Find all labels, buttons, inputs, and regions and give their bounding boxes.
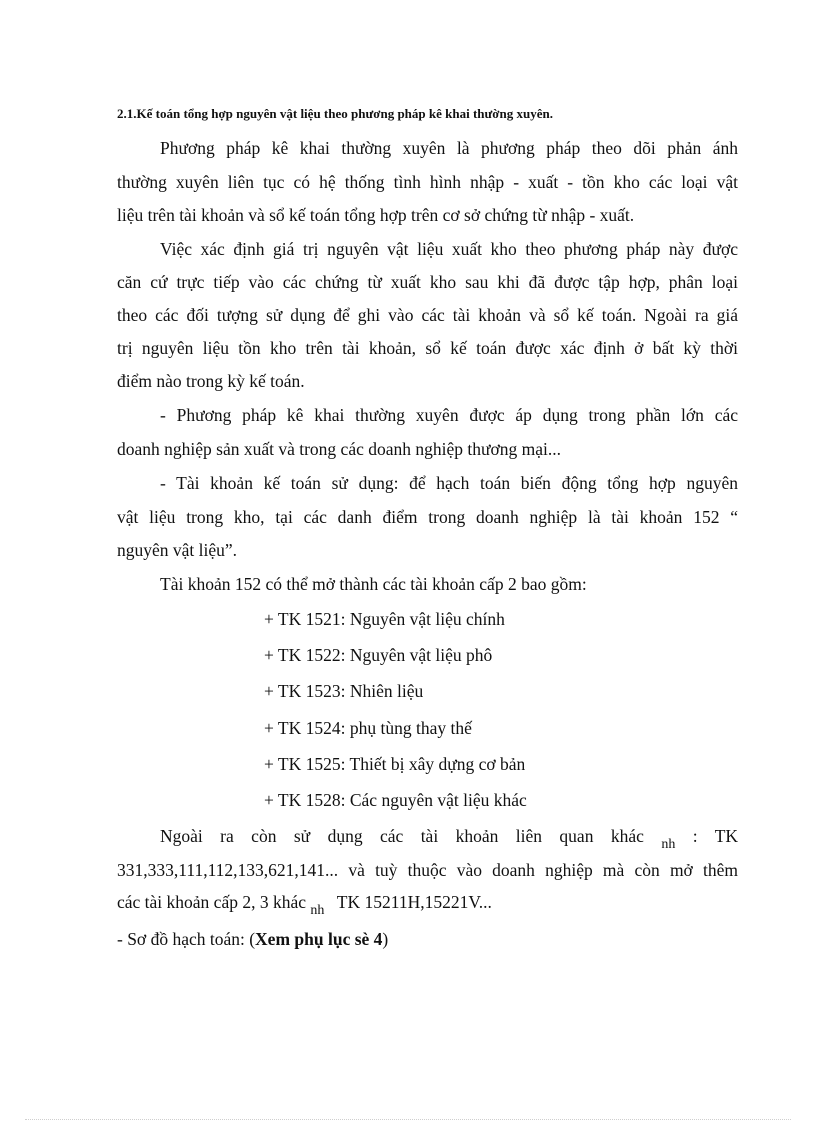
account-list-item: + TK 1523: Nhiên liệu bbox=[264, 681, 424, 701]
diagram-reference bbox=[117, 929, 388, 950]
accounts-intro: Tài khoản 152 có thể mở thành các tài khoản cấp 2 bao gồm: bbox=[160, 574, 587, 594]
paragraph-line: doanh nghiệp sản xuất và trong các doanh nghiệp thương mại... bbox=[117, 439, 561, 459]
section-heading: 2.1.Kế toán tổng hợp nguyên vật liệu theo phương pháp kê khai thường xuyên. bbox=[117, 106, 553, 121]
paragraph-line: - Phương pháp kê khai thường xuyên được áp dụng trong phần lớn các bbox=[160, 405, 738, 425]
paragraph-line: vật liệu trong kho, tại các danh điểm trong doanh nghiệp là tài khoản 152 “ bbox=[117, 507, 738, 527]
account-list-item: + TK 1528: Các nguyên vật liệu khác bbox=[264, 790, 527, 810]
account-list-item: + TK 1524: phụ tùng thay thế bbox=[264, 718, 472, 738]
subscript-abbrev: nh bbox=[661, 837, 676, 852]
paragraph-line: - Tài khoản kế toán sử dụng: để hạch toán biến động tổng hợp nguyên bbox=[160, 473, 738, 493]
text-run: TK 15211H,15221V... bbox=[336, 892, 492, 912]
account-list-item: + TK 1521: Nguyên vật liệu chính bbox=[264, 609, 505, 629]
paragraph-line: thường xuyên liên tục có hệ thống tình hình nhập - xuất - tồn kho các loại vật bbox=[117, 172, 738, 192]
text-run: ) bbox=[382, 929, 389, 949]
text-run: các tài khoản cấp 2, 3 khác bbox=[117, 892, 307, 912]
paragraph-line: Việc xác định giá trị nguyên vật liệu xuất kho theo phương pháp này được bbox=[160, 239, 738, 259]
text-run: : TK bbox=[692, 826, 739, 846]
subscript-abbrev: nh bbox=[310, 903, 325, 918]
appendix-link-text: Xem phụ lục sè 4 bbox=[255, 929, 383, 949]
paragraph-line: liệu trên tài khoản và sổ kế toán tổng hợp trên cơ sở chứng từ nhập - xuất. bbox=[117, 205, 635, 225]
paragraph-line: theo các đối tượng sử dụng để ghi vào các tài khoản và sổ kế toán. Ngoài ra giá bbox=[117, 305, 738, 325]
text-run: - Sơ đồ hạch toán: ( bbox=[117, 929, 256, 949]
paragraph-line bbox=[117, 892, 492, 918]
account-list-item: + TK 1525: Thiết bị xây dựng cơ bản bbox=[264, 754, 526, 774]
page-bottom-divider bbox=[25, 1119, 791, 1120]
paragraph-line: trị nguyên liệu tồn kho trên tài khoản, sổ kế toán được xác định ở bất kỳ thời bbox=[117, 338, 738, 358]
text-run: Ngoài ra còn sử dụng các tài khoản liên quan khác bbox=[160, 826, 644, 846]
account-list-item: + TK 1522: Nguyên vật liệu phô bbox=[264, 645, 493, 665]
paragraph-line: 331,333,111,112,133,621,141... và tuỳ thuộc vào doanh nghiệp mà còn mở thêm bbox=[117, 860, 738, 880]
paragraph-line: điểm nào trong kỳ kế toán. bbox=[117, 371, 305, 391]
paragraph-line: nguyên vật liệu”. bbox=[117, 540, 238, 560]
paragraph-line: căn cứ trực tiếp vào các chứng từ xuất kho sau khi đã được tập hợp, phân loại bbox=[117, 272, 738, 292]
paragraph-line bbox=[160, 826, 739, 852]
paragraph-line: Phương pháp kê khai thường xuyên là phương pháp theo dõi phản ánh bbox=[160, 138, 738, 158]
